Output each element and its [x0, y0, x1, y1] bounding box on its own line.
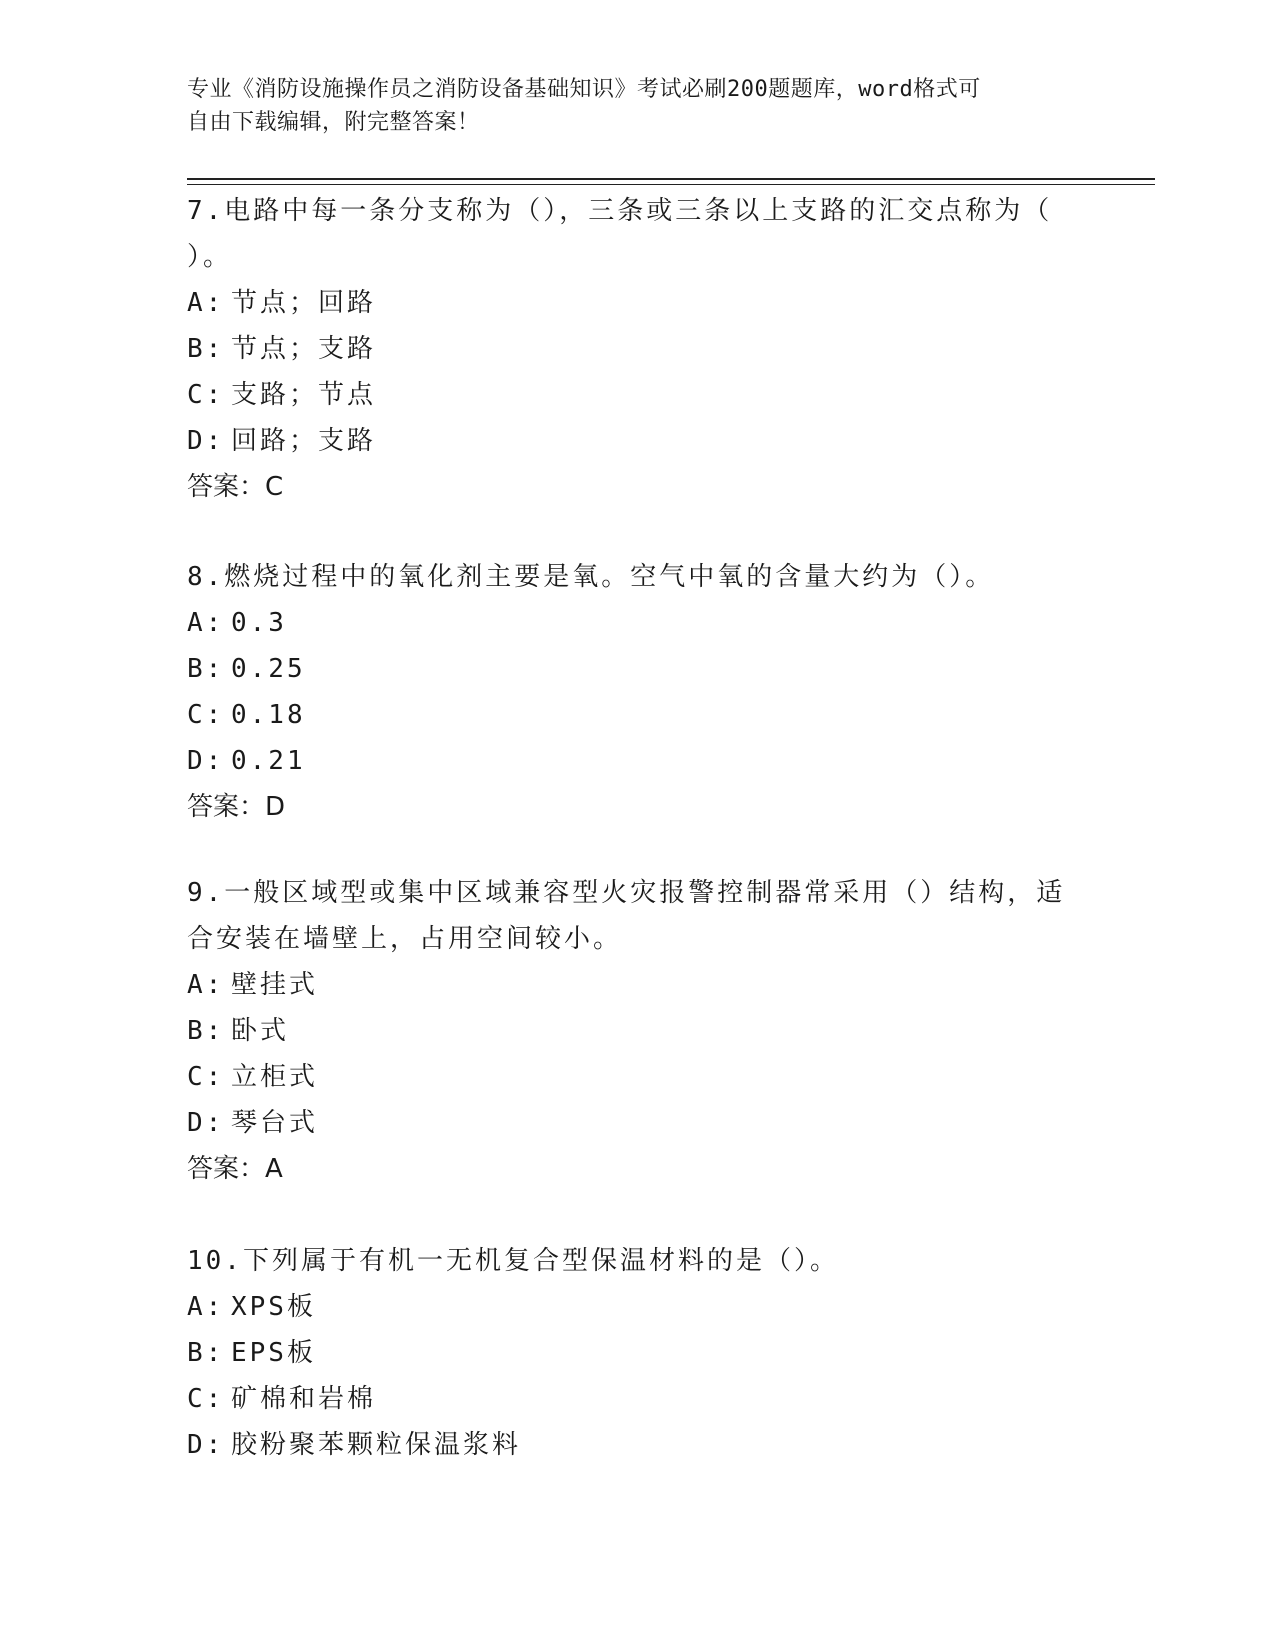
option-letter: C: — [187, 1062, 225, 1092]
option-d — [187, 738, 1087, 784]
header-divider — [187, 178, 1155, 185]
option-letter: B: — [187, 334, 225, 364]
option-text: 0.3 — [231, 608, 287, 638]
option-d — [187, 1100, 1087, 1146]
option-text: 卧式 — [231, 1016, 290, 1046]
option-d — [187, 418, 1087, 464]
option-c — [187, 692, 1087, 738]
option-text: EPS板 — [231, 1338, 316, 1368]
option-letter: A: — [187, 970, 225, 1000]
option-text: 壁挂式 — [231, 970, 319, 1000]
option-text: 0.18 — [231, 700, 306, 730]
option-letter: D: — [187, 1108, 225, 1138]
option-a — [187, 962, 1087, 1008]
option-text: 节点；回路 — [231, 288, 377, 318]
option-text: 胶粉聚苯颗粒保温浆料 — [231, 1430, 522, 1460]
option-text: 0.25 — [231, 654, 306, 684]
option-letter: B: — [187, 1016, 225, 1046]
option-letter: A: — [187, 1292, 225, 1322]
option-b — [187, 1008, 1087, 1054]
option-text: 矿棉和岩棉 — [231, 1384, 377, 1414]
header-line-1: 专业《消防设施操作员之消防设备基础知识》考试必刷200题题库，word格式可 — [187, 77, 981, 102]
option-text: 立柜式 — [231, 1062, 319, 1092]
option-b — [187, 326, 1087, 372]
option-c — [187, 372, 1087, 418]
option-letter: D: — [187, 426, 225, 456]
option-c — [187, 1376, 1087, 1422]
question-8 — [187, 554, 1087, 830]
question-text-continued: ）。 — [187, 242, 233, 272]
option-d — [187, 1422, 1087, 1468]
question-text-continued: 合安装在墙壁上，占用空间较小。 — [187, 924, 623, 954]
option-letter: C: — [187, 700, 225, 730]
option-text: 0.21 — [231, 746, 306, 776]
option-a — [187, 280, 1087, 326]
option-text: XPS板 — [231, 1292, 316, 1322]
option-text: 琴台式 — [231, 1108, 319, 1138]
answer-line: 答案：A — [187, 1154, 283, 1184]
option-letter: B: — [187, 654, 225, 684]
question-text: 9.一般区域型或集中区域兼容型火灾报警控制器常采用（）结构，适 — [187, 878, 1066, 908]
answer-line: 答案：D — [187, 792, 286, 822]
option-letter: B: — [187, 1338, 225, 1368]
question-9 — [187, 870, 1087, 1192]
option-text: 节点；支路 — [231, 334, 377, 364]
option-letter: D: — [187, 746, 225, 776]
option-b — [187, 646, 1087, 692]
question-10 — [187, 1238, 1087, 1468]
option-letter: C: — [187, 380, 225, 410]
option-c — [187, 1054, 1087, 1100]
question-text: 7.电路中每一条分支称为（），三条或三条以上支路的汇交点称为（ — [187, 196, 1053, 226]
question-text: 10.下列属于有机一无机复合型保温材料的是（）。 — [187, 1246, 839, 1276]
option-letter: A: — [187, 288, 225, 318]
question-text: 8.燃烧过程中的氧化剂主要是氧。空气中氧的含量大约为（）。 — [187, 562, 995, 592]
answer-line: 答案：C — [187, 472, 284, 502]
option-letter: C: — [187, 1384, 225, 1414]
option-b — [187, 1330, 1087, 1376]
option-letter: D: — [187, 1430, 225, 1460]
header-line-2: 自由下载编辑，附完整答案！ — [187, 110, 480, 135]
question-7 — [187, 188, 1087, 510]
document-header — [187, 73, 1087, 139]
option-a — [187, 600, 1087, 646]
option-text: 回路；支路 — [231, 426, 377, 456]
option-letter: A: — [187, 608, 225, 638]
option-text: 支路；节点 — [231, 380, 377, 410]
option-a — [187, 1284, 1087, 1330]
